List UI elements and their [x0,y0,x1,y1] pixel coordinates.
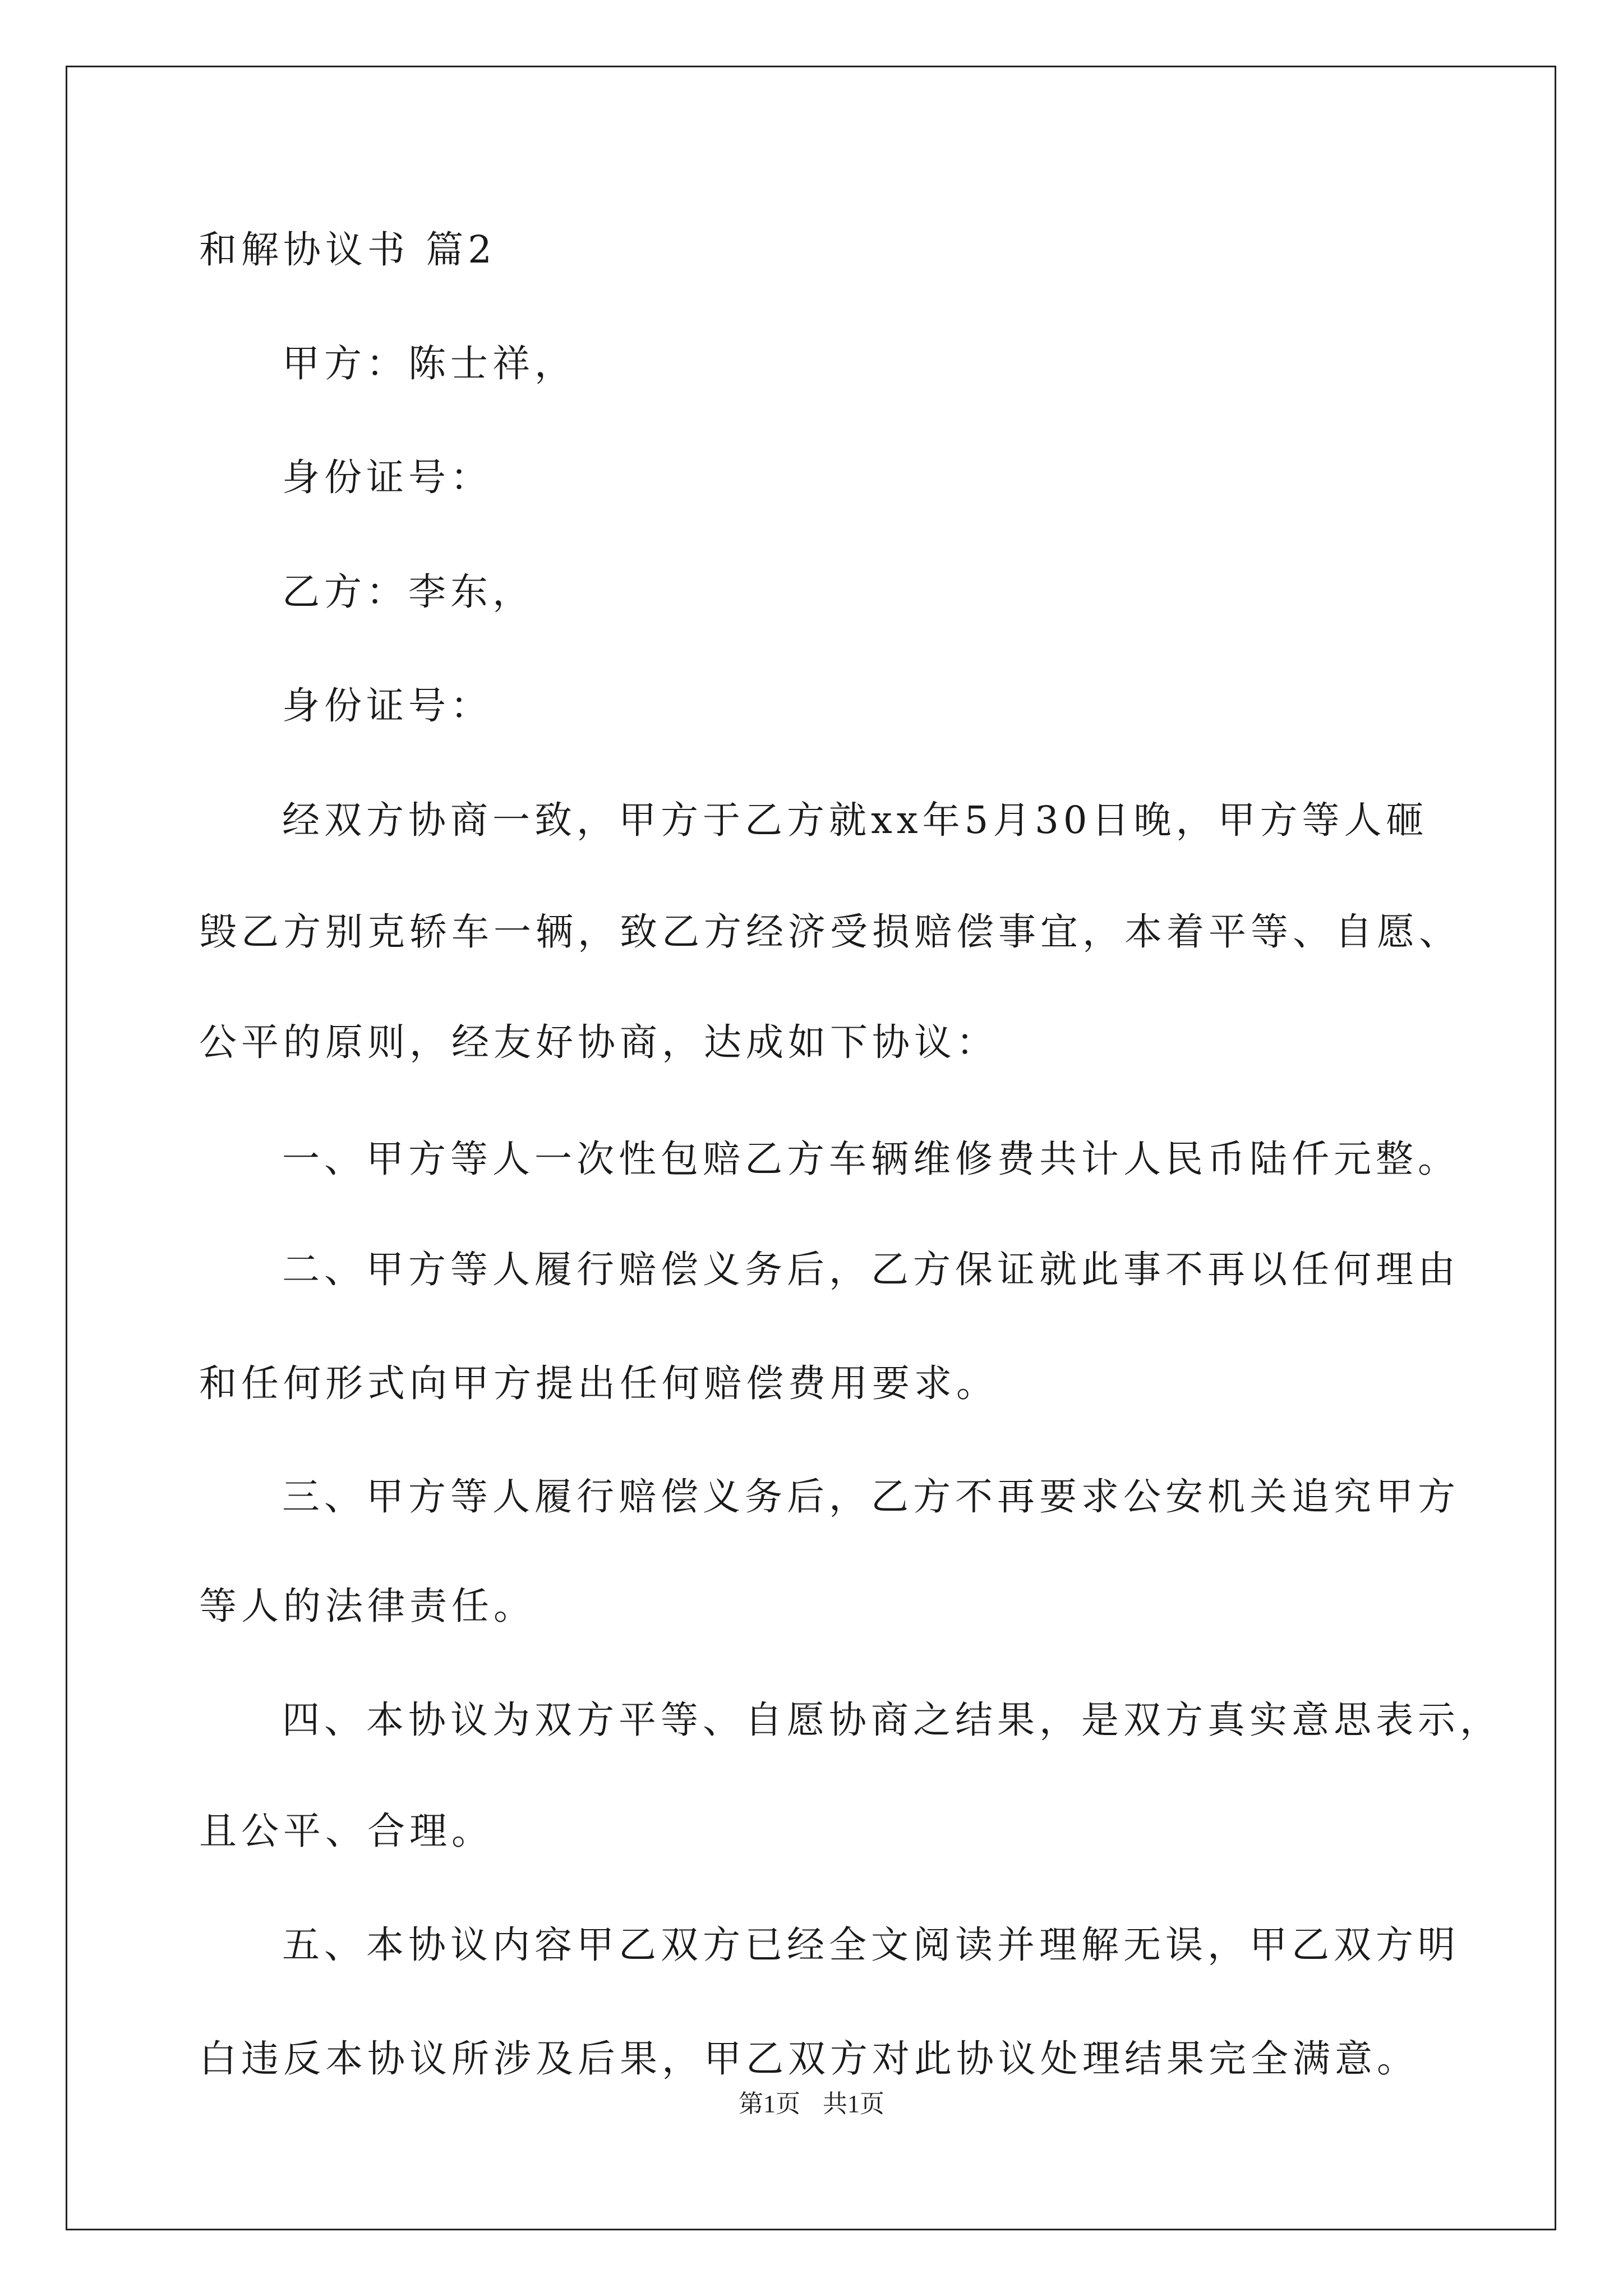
clause-2-line: 二、甲方等人履行赔偿义务后，乙方保证就此事不再以任何理由 [282,1248,1460,1291]
clause-1-line: 一、甲方等人一次性包赔乙方车辆维修费共计人民币陆仟元整。 [282,1137,1460,1181]
clause-4-line: 四、本协议为双方平等、自愿协商之结果，是双方真实意思表示， [282,1698,1502,1742]
page-footer [0,2088,1623,2120]
intro-line: 毁乙方别克轿车一辆，致乙方经济受损赔偿事宜，本着平等、自愿、 [199,910,1461,954]
clause-3-line: 等人的法律责任。 [199,1584,536,1628]
clause-4-line: 且公平、合理。 [199,1809,494,1853]
party-b-line: 乙方：李东， [282,570,534,614]
clause-3-line: 三、甲方等人履行赔偿义务后，乙方不再要求公安机关追究甲方 [282,1475,1460,1519]
clause-5-line: 五、本协议内容甲乙双方已经全文阅读并理解无误，甲乙双方明 [282,1923,1460,1967]
page-number: 第1页 [739,2090,800,2118]
clause-2-line: 和任何形式向甲方提出任何赔偿费用要求。 [199,1361,998,1405]
page-total: 共1页 [823,2090,884,2118]
clause-5-line: 白违反本协议所涉及后果，甲乙双方对此协议处理结果完全满意。 [199,2037,1419,2081]
party-b-id-line: 身份证号： [282,684,492,728]
document-heading: 和解协议书 篇2 [199,228,496,272]
party-a-id-line: 身份证号： [282,455,492,499]
party-a-line: 甲方：陈士祥， [282,342,577,385]
intro-line: 公平的原则，经友好协商，达成如下协议： [199,1020,998,1064]
intro-line: 经双方协商一致，甲方于乙方就xx年5月30日晚，甲方等人砸 [282,798,1428,842]
